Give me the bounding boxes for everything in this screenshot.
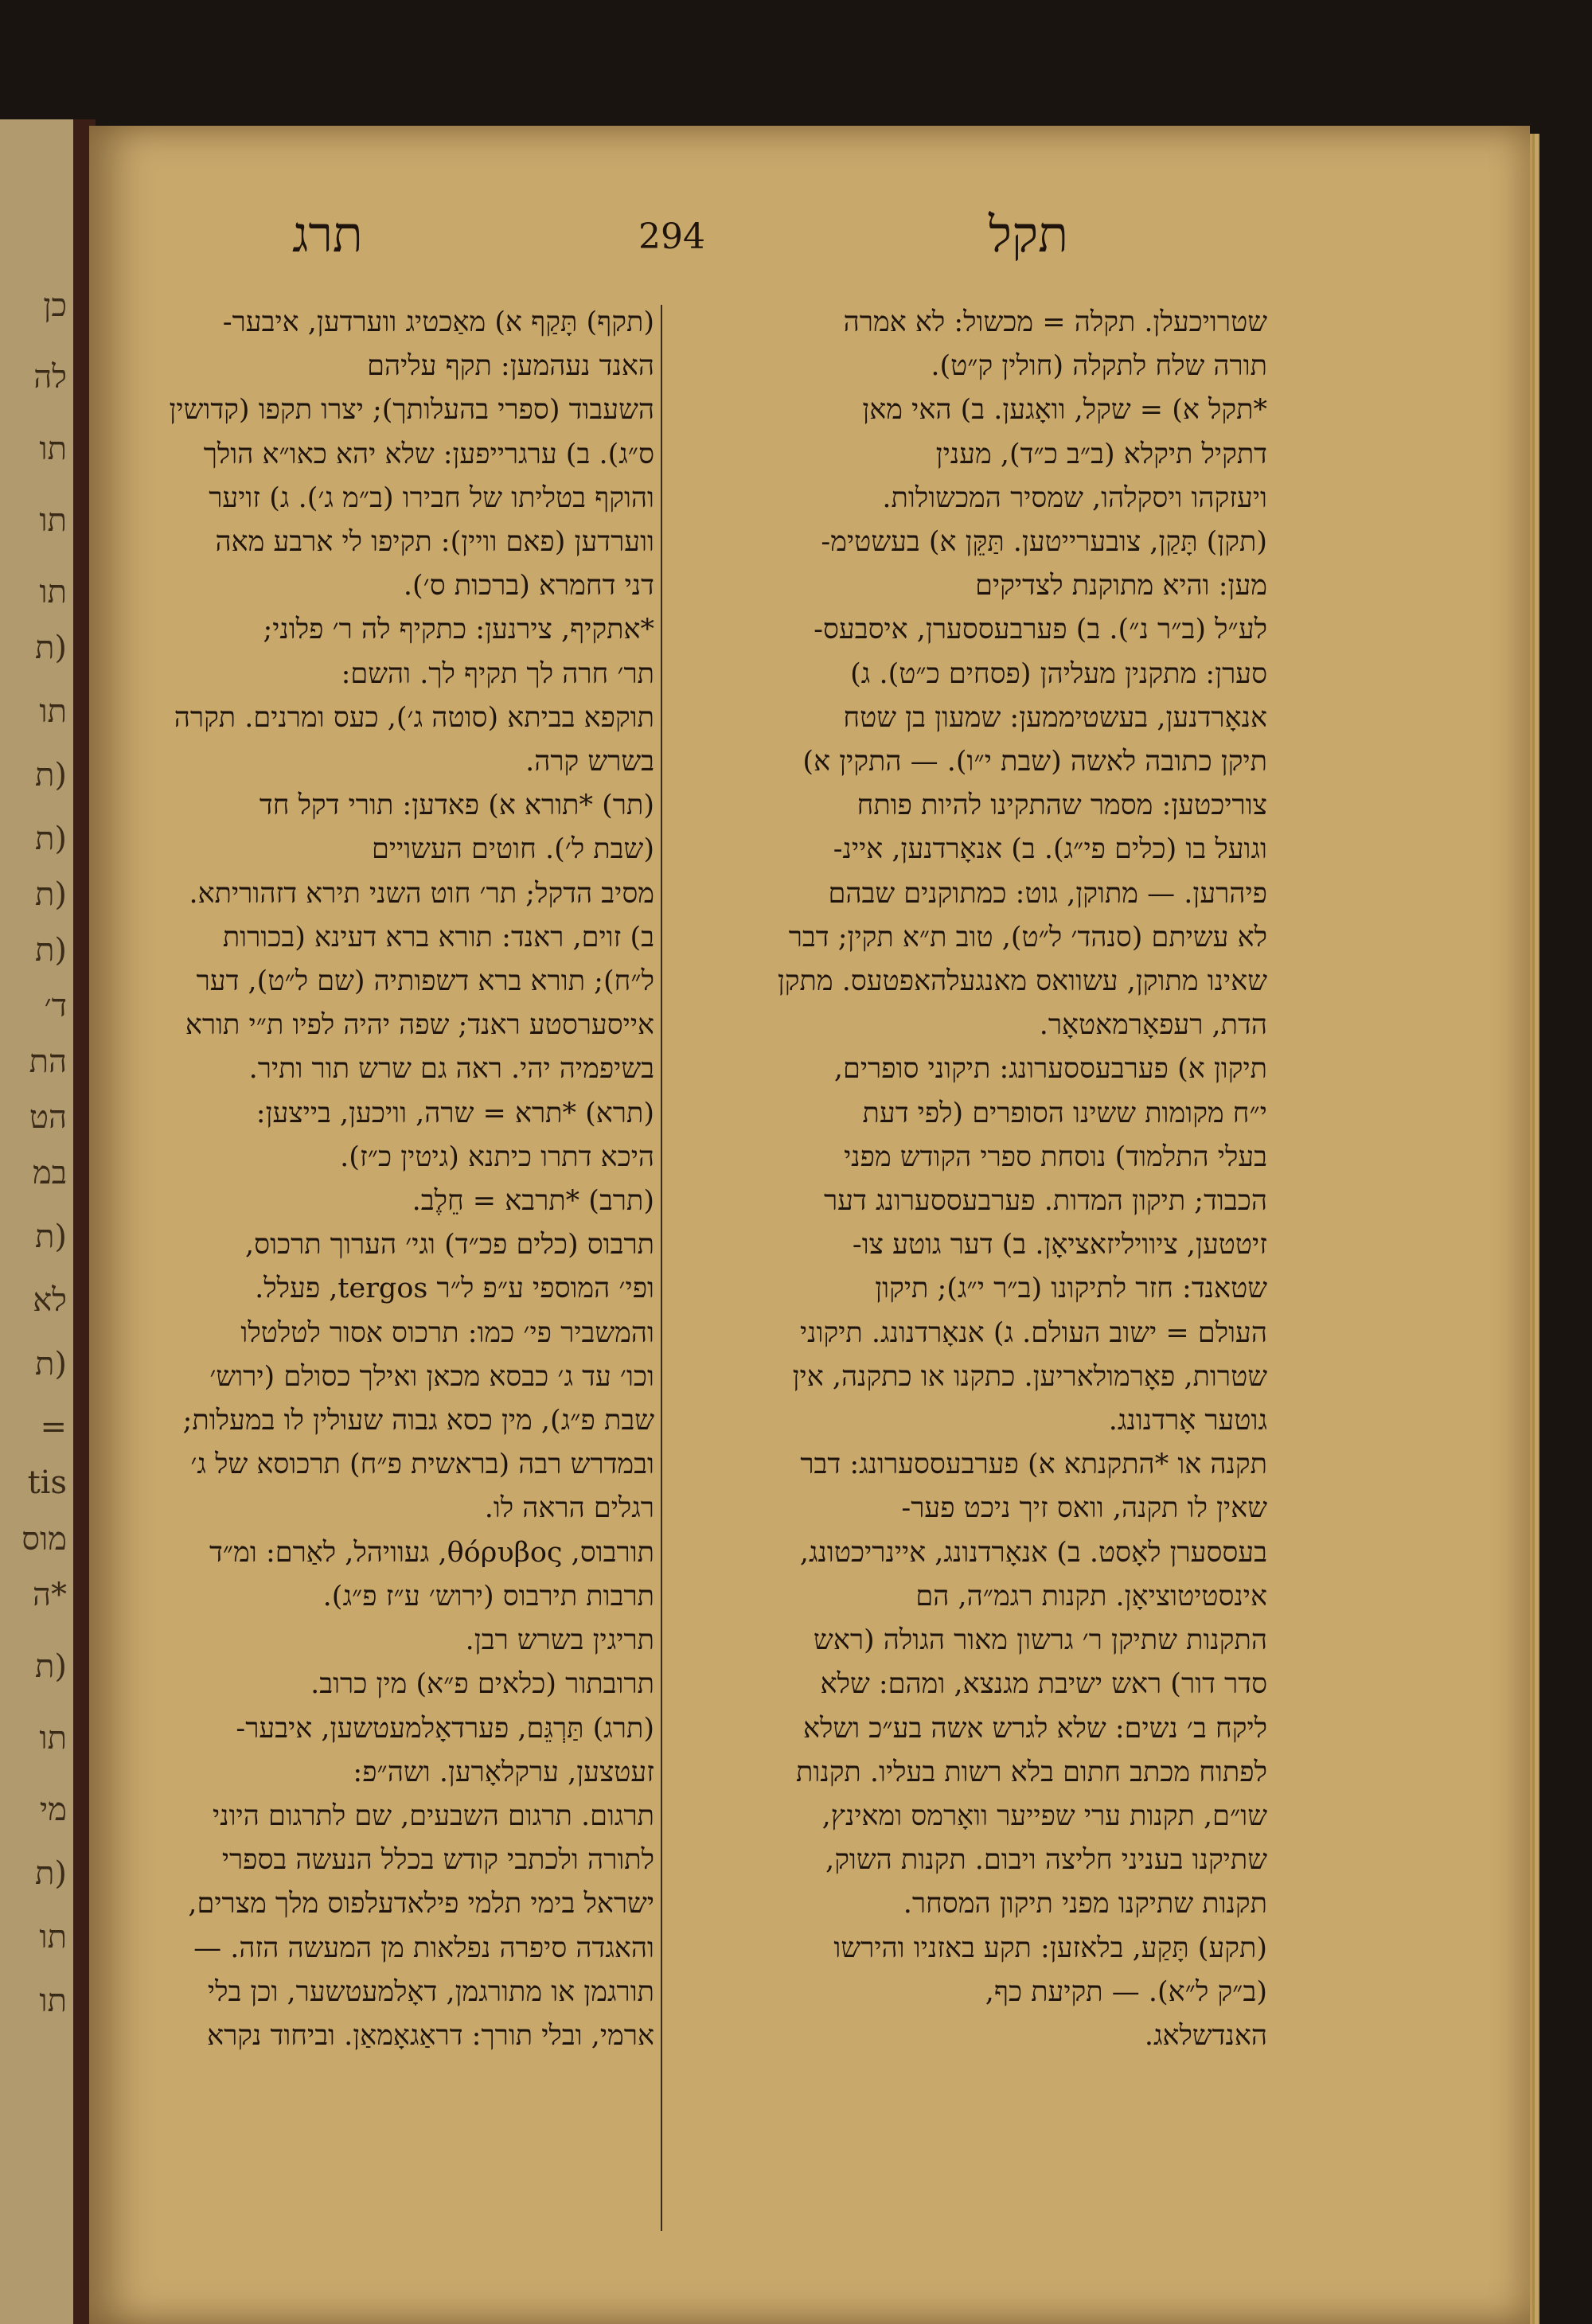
text-line: (תקע) תָּקַע, בלאזען: תקע באזניו והירשו <box>833 1932 1267 1964</box>
margin-fragment: לה <box>33 359 67 396</box>
margin-fragment: ד׳ <box>44 988 67 1024</box>
text-line: (תקף) תָּקַף א) מאַכטיג ווערדען, איבער- <box>222 306 654 338</box>
text-line: בשיפמיה יהי. ראה גם שרש תור ותיר. <box>248 1053 654 1086</box>
text-line: והאגדה סיפרה נפלאות מן המעשה הזה. — <box>193 1932 654 1964</box>
margin-fragment: תו <box>39 502 67 539</box>
margin-fragment: (ת <box>35 1346 67 1382</box>
text-line: לפתוח מכתב חתום בלא רשות בעליו. תקנות <box>796 1756 1267 1788</box>
text-line: שבת פ״ג), מין כסא גבוה שעולין לו במעלות; <box>182 1405 654 1437</box>
page-header <box>89 205 1530 277</box>
margin-fragment: תו <box>39 1919 67 1956</box>
margin-fragment: tis <box>27 1464 67 1501</box>
text-line: ל״ח); תורא ברא דשפותיה (שם ל״ט), דער <box>196 965 654 998</box>
text-line: העולם = ישוב העולם. ג) אנאָרדנונג. תיקוני <box>800 1316 1267 1349</box>
text-line: תיקן כתובה לאשה (שבת י״ו). — התקין א) <box>802 746 1267 778</box>
text-line: תר׳ חרה לך תקיף לך. והשם: <box>341 657 654 690</box>
margin-fragment: (ת <box>35 1219 67 1255</box>
right-column <box>678 301 1267 2058</box>
text-line: וכו׳ עד ג׳ כבסא מכאן ואילך כסולם (ירוש׳ <box>209 1360 654 1393</box>
text-line: סערן: מתקנין מעליהן (פסחים כ״ט). ג) <box>850 657 1267 690</box>
text-line: ובמדרש רבה (בראשית פ״ח) תרכוסא של ג׳ <box>190 1449 654 1481</box>
text-line: והמשביר פי׳ כמו: תרכוס אסור לטלטלו <box>240 1316 654 1349</box>
text-line: בעלי התלמוד) נוסחת ספרי הקודש מפני <box>844 1141 1267 1173</box>
margin-fragment: תו <box>39 1720 67 1757</box>
text-line: תקנה או *התקנתא א) פערבעססערונג: דבר <box>800 1449 1267 1481</box>
text-line: שטרויכעלן. תקלה = מכשול: לא אמרה <box>843 306 1267 338</box>
text-line: תיקון א) פערבעססערונג: תיקוני סופרים, <box>833 1053 1267 1086</box>
text-line: שטרות, פאָרמולאריען. כתקנו או כתקנה, אין <box>792 1360 1267 1393</box>
text-line: תורבוס, θόρυβος, געוויהל, לאַרם: ומ״ד <box>209 1536 654 1569</box>
text-line: והוקף בטליתו של חבירו (ב״מ ג׳). ג) זויער <box>209 482 654 514</box>
header-right-word: תקל <box>989 205 1068 263</box>
margin-fragment: במ <box>33 1155 67 1191</box>
text-line: הכבוד; תיקון המדות. פערבעססערונג דער <box>823 1185 1267 1218</box>
text-line: לתורה ולכתבי קודש בכלל הנעשה בספרי <box>221 1844 654 1877</box>
text-line: (תר) *תורא א) פאדען: תורי דקל חד <box>259 790 654 822</box>
text-line: (תרא) *תרא = שרה, וויכען, בייצען: <box>256 1097 654 1129</box>
text-line: י״ח מקומות ששינו הסופרים (לפי דעת <box>862 1097 1267 1129</box>
text-line: לע״ל (ב״ר נ״). ב) פערבעססערן, איסבעס- <box>814 614 1267 646</box>
text-line: זעטצען, ערקלאָרען. ושה״פ: <box>353 1756 654 1788</box>
text-line: ישראל בימי תלמי פילאדעלפוס מלך מצרים, <box>188 1888 654 1920</box>
text-line: התקנות שתיקן ר׳ גרשון מאור הגולה (ראש <box>814 1624 1267 1657</box>
text-line: האנד נעהמען: תקף עליהם <box>367 350 654 383</box>
text-line: השעבוד (ספרי בהעלותך); יצרו תקפו (קדושין <box>169 394 654 427</box>
text-line: סדר דור) ראש ישיבת מגנצא, ומהם: שלא <box>820 1668 1267 1701</box>
text-line: אינסטיטוציאָן. תקנות רגמ״ה, הם <box>915 1580 1267 1612</box>
text-line: ס״ג). ב) ערגרייפען: שלא יהא כאו״א הולך <box>203 438 654 470</box>
text-line: שתיקנו בעניני חליצה ויבום. תקנות השוק, <box>825 1844 1267 1877</box>
margin-fragment: (ת <box>35 1648 67 1685</box>
text-line: אנאָרדנען, בעשטיממען: שמעון בן שטח <box>843 701 1267 734</box>
text-line: ארמי, ובלי תורך: דראַגאָמאַן. וביחוד נקרא <box>207 2019 654 2052</box>
text-line: גוטער אָרדנונג. <box>1108 1405 1267 1437</box>
text-line: רגלים הראה לו. <box>484 1492 654 1525</box>
text-line: תריגין בשרש רבן. <box>465 1624 654 1657</box>
margin-fragment: תו <box>39 1983 67 2019</box>
text-line: (תרג) תַּרְגֵּם, פערדאָלמעטשען, איבער- <box>236 1712 654 1745</box>
text-line: לא עשיתם (סנהד׳ ל״ט), טוב ת״א תקין; דבר <box>788 921 1267 953</box>
margin-fragment: תו <box>39 431 67 467</box>
text-line: ויעזקהו ויסקלהו, שמסיר המכשולות. <box>882 482 1267 514</box>
margin-fragment: הט <box>29 1099 67 1136</box>
text-line: בשרש קרה. <box>525 746 654 778</box>
margin-fragment: (ת <box>35 1855 67 1892</box>
text-line: שו״ם, תקנות ערי שפייער וואָרמס ומאינץ, <box>821 1800 1267 1832</box>
text-line: הדת, רעפאָרמאטאָר. <box>1039 1009 1267 1042</box>
page-number: 294 <box>638 216 705 257</box>
margin-fragment: מוס <box>21 1521 67 1558</box>
text-line: תרבות תירבוס (ירוש׳ ע״ז פ״ג). <box>322 1580 654 1612</box>
text-line: ליקח ב׳ נשים: שלא לגרש אשה בע״כ ושלא <box>803 1712 1267 1745</box>
text-line: ווערדען (פאם וויין): תקיפו לי ארבע מאה <box>215 526 654 559</box>
margin-fragment: תו <box>39 693 67 730</box>
text-line: בעססערן לאָסט. ב) אנאָרדנונג, איינריכטונג, <box>799 1536 1267 1569</box>
text-line: (תקן) תָּקַן, צובערייטען. תַּקֵּן א) בעשטימ- <box>821 526 1267 559</box>
text-line: דני דחמרא (ברכות ס׳). <box>403 570 654 602</box>
text-line: אייסערסטע ראנד; שפה יהיה לפיו ת״י תורא <box>185 1009 654 1042</box>
text-line: (שבת ל׳). חוטים העשויים <box>372 833 654 866</box>
text-line: מען: והיא מתוקנת לצדיקים <box>975 570 1267 602</box>
margin-fragment: = <box>40 1409 67 1445</box>
text-line: שאינו מתוקן, עשוואס מאנגעלהאפטעס. מתקן <box>777 965 1267 998</box>
margin-fragment: (ת <box>35 821 67 857</box>
margin-fragment: מי <box>39 1792 67 1828</box>
text-line: תקנות שתיקנו מפני תיקון המסחר. <box>903 1888 1267 1920</box>
text-line: שטאנד: חזר לתיקונו (ב״ר י״ג); תיקון <box>875 1273 1267 1305</box>
text-line: תרבוס (כלים פכ״ד) וגי׳ הערוך תרכוס, <box>245 1229 654 1261</box>
text-line: *אתקיף, צירנען: כתקיף לה ר׳ פלוני; <box>263 614 654 646</box>
margin-fragment: תו <box>39 574 67 610</box>
text-line: דתקיל תיקלא (ב״ב כ״ד), מענין <box>935 438 1267 470</box>
text-line: שאין לו תקנה, וואס זיך ניכט פער- <box>901 1492 1267 1525</box>
text-line: תורה שלח לתקלה (חולין ק״ט). <box>931 350 1267 383</box>
text-line: (ב״ק ל״א). — תקיעת כף, <box>985 1975 1267 2008</box>
margin-fragment: *ה <box>32 1577 67 1613</box>
text-line: פיהרען. — מתוקן, גוט: כמתוקנים שבהם <box>828 877 1267 910</box>
margin-fragment: לא <box>33 1282 67 1319</box>
text-line: תוקפא בביתא (סוטה ג׳), כעס ומרנים. תקרה <box>174 701 654 734</box>
text-line: צוריכטען: מסמר שהתקינו להיות פותח <box>856 790 1267 822</box>
text-line: (תרב) *תרבא = חֵלֶב. <box>412 1185 654 1218</box>
left-column <box>113 301 654 2058</box>
margin-fragment: (ת <box>35 630 67 666</box>
text-line: מסיב הדקל; תר׳ חוט השני תירא דזהוריתא. <box>189 877 654 910</box>
dictionary-page <box>89 126 1530 2324</box>
text-line: תורגמן או מתורגמן, דאָלמעטשער, וכן בלי <box>207 1975 654 2008</box>
text-line: היכא דתרו כיתנא (גיטין כ״ז). <box>340 1141 654 1173</box>
margin-fragment: הת <box>29 1043 67 1080</box>
text-line: האנדשלאג. <box>1144 2019 1267 2052</box>
margin-fragment: כן <box>43 287 67 324</box>
previous-page-sliver <box>0 119 73 2324</box>
margin-fragment: (ת <box>35 876 67 913</box>
text-line: ב) זוים, ראנד: תורא ברא דעינא (בכורות <box>222 921 654 953</box>
text-line: *תקל א) = שקל, וואָגען. ב) האי מאן <box>862 394 1267 427</box>
text-line: תרובתור (כלאים פ״א) מין כרוב. <box>310 1668 654 1701</box>
text-line: וגועל בו (כלים פי״ג). ב) אנאָרדנען, איינ- <box>833 833 1267 866</box>
margin-fragment: (ת <box>35 757 67 794</box>
text-line: ופי׳ המוספי ע״פ ל״ר tergos, פעלל. <box>255 1273 654 1305</box>
text-line: תרגום. תרגום השבעים, שם לתרגום היוני <box>213 1800 654 1832</box>
header-left-word: תרג <box>292 205 363 263</box>
column-rule <box>661 305 662 2231</box>
margin-fragment: (ת <box>35 932 67 969</box>
text-line: זיטטען, ציוויליזאציאָן. ב) דער גוטע צו- <box>852 1229 1267 1261</box>
